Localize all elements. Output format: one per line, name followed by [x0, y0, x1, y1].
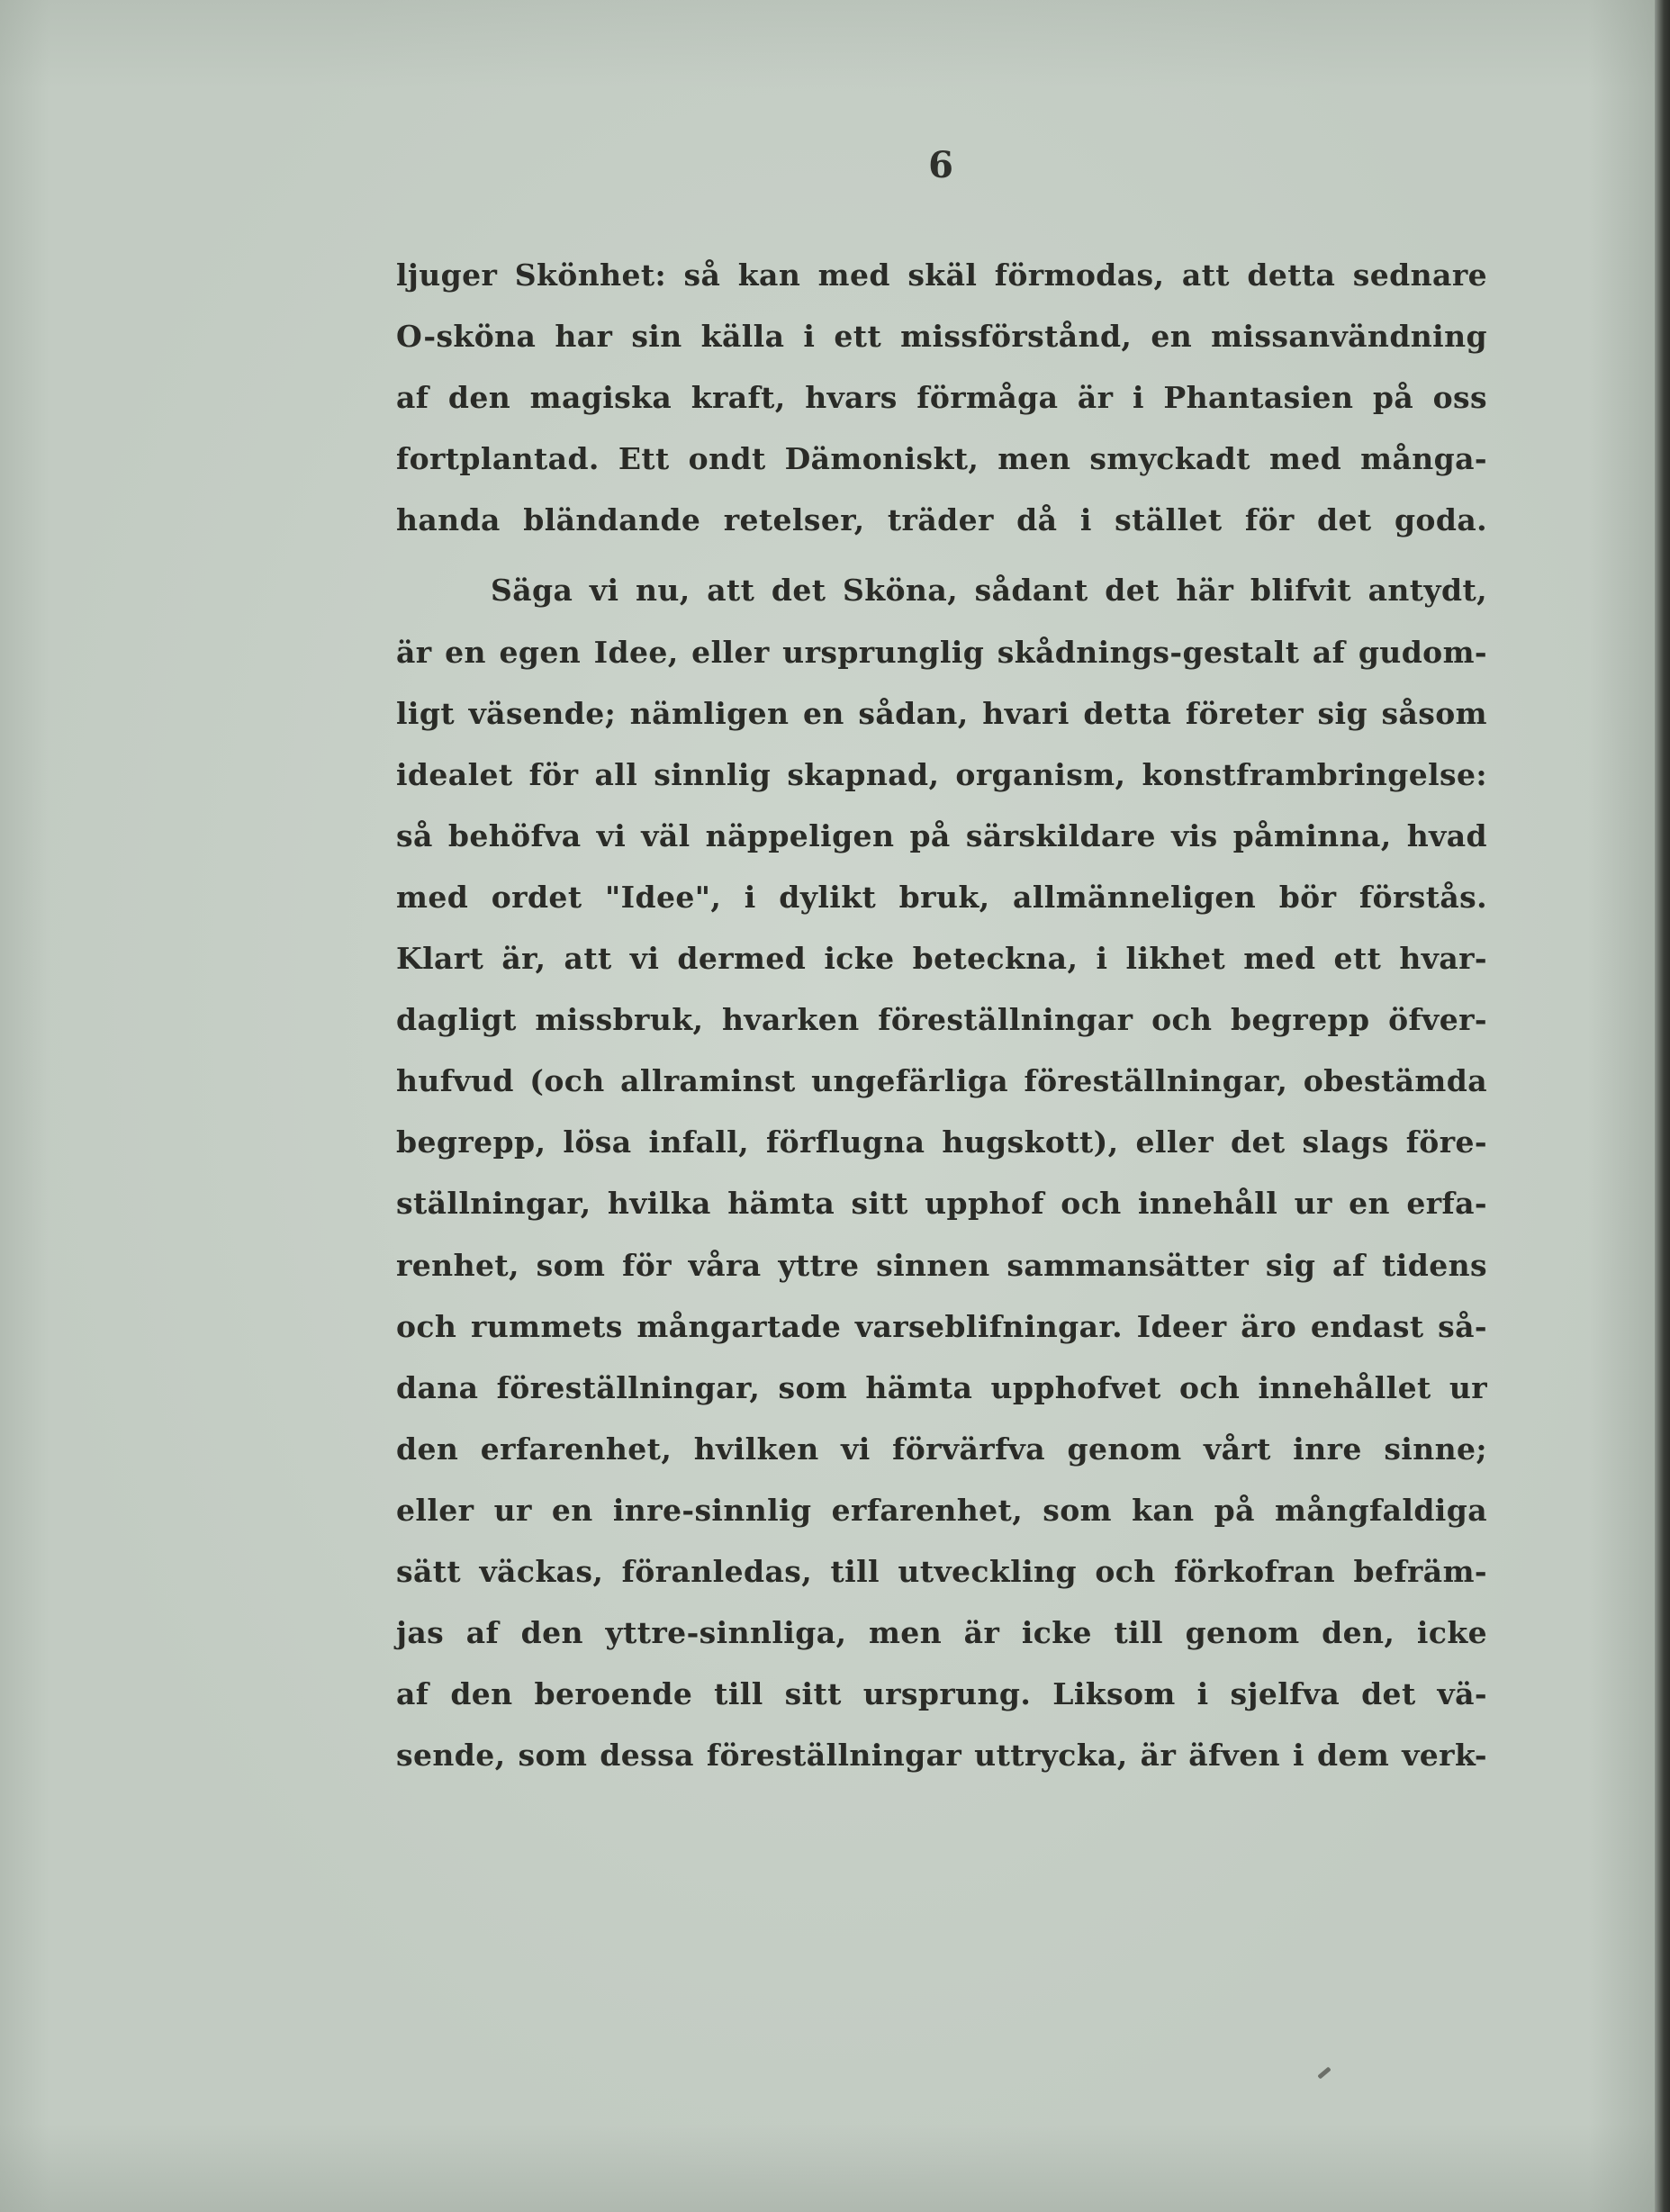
paragraph-gap [396, 551, 1487, 560]
text-line: fortplantad. Ett ondt Dämoniskt, men smyckadt med många- [396, 441, 1487, 477]
text-line: sende, som dessa föreställningar uttrycka, är äfven i dem verk- [396, 1738, 1487, 1774]
body-text [396, 245, 1487, 1786]
paper-speck [1317, 2066, 1331, 2079]
text-line: Säga vi nu, att det Sköna, sådant det här blifvit antydt, [491, 573, 1487, 609]
text-line: af den magiska kraft, hvars förmåga är i Phantasien på oss [396, 380, 1487, 416]
page-number: 6 [928, 144, 953, 186]
text-line: är en egen Idee, eller ursprunglig skådnings-gestalt af gudom- [396, 634, 1487, 670]
text-line: renhet, som för våra yttre sinnen sammansätter sig af tidens [396, 1247, 1487, 1283]
text-line: ställningar, hvilka hämta sitt upphof och innehåll ur en erfa- [396, 1186, 1487, 1222]
text-line: begrepp, lösa infall, förflugna hugskott), eller det slags före- [396, 1124, 1487, 1160]
text-line: och rummets mångartade varseblifningar. Ideer äro endast så- [396, 1308, 1487, 1344]
text-line: så behöfva vi väl näppeligen på särskildare vis påminna, hvad [396, 817, 1487, 853]
text-line: Klart är, att vi dermed icke beteckna, i likhet med ett hvar- [396, 941, 1487, 977]
text-line: dana föreställningar, som hämta upphofvet och innehållet ur [396, 1369, 1487, 1405]
text-line: ligt väsende; nämligen en sådan, hvari detta företer sig såsom [396, 695, 1487, 731]
text-line: dagligt missbruk, hvarken föreställningar och begrepp öfver- [396, 1002, 1487, 1038]
text-line: handa bländande retelser, träder då i stället för det goda. [396, 502, 1487, 538]
text-line: idealet för all sinnlig skapnad, organism, konstframbringelse: [396, 756, 1487, 792]
text-line: hufvud (och allraminst ungefärliga föreställningar, obestämda [396, 1063, 1487, 1099]
text-line: af den beroende till sitt ursprung. Liksom i sjelfva det vä- [396, 1676, 1487, 1712]
text-line: sätt väckas, föranledas, till utveckling och förkofran befräm- [396, 1553, 1487, 1589]
text-line: O-sköna har sin källa i ett missförstånd, en missanvändning [396, 319, 1487, 355]
text-line: med ordet "Idee", i dylikt bruk, allmänneligen bör förstås. [396, 879, 1487, 915]
text-line: den erfarenhet, hvilken vi förvärfva genom vårt inre sinne; [396, 1431, 1487, 1467]
text-line: ljuger Skönhet: så kan med skäl förmodas, att detta sednare [396, 257, 1487, 293]
text-line: jas af den yttre-sinnliga, men är icke till genom den, icke [396, 1615, 1487, 1651]
page-edge-shadow [1655, 0, 1670, 2212]
text-line: eller ur en inre-sinnlig erfarenhet, som kan på mångfaldiga [396, 1492, 1487, 1528]
